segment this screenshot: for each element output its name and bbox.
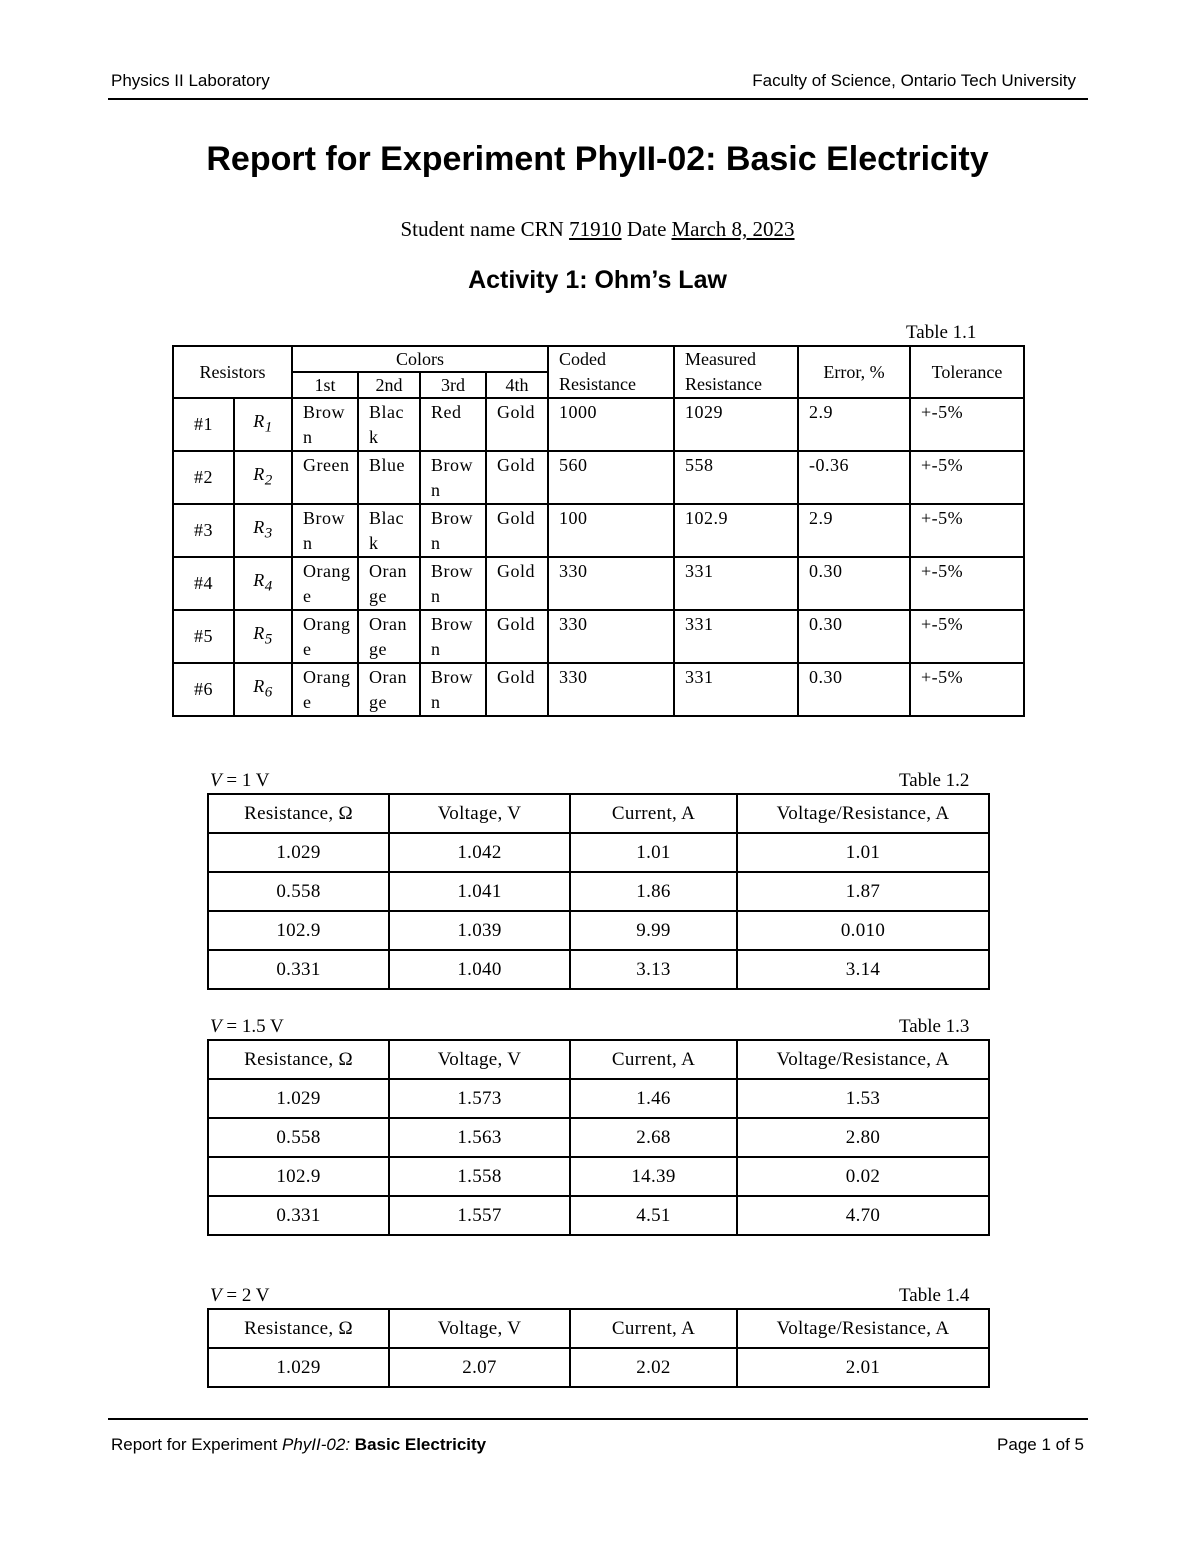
table-row [173, 557, 1024, 610]
table-1-3-voltage-label: V = 1.5 V [210, 1016, 284, 1037]
band-2-color: Black [358, 504, 420, 557]
header-voltage-resistance: Voltage/Resistance, A [737, 1309, 989, 1348]
error-percent: 0.30 [798, 663, 910, 716]
cell-current: 1.01 [570, 833, 737, 872]
cell-voltage: 1.039 [389, 911, 570, 950]
cell-resistance: 0.558 [208, 1118, 389, 1157]
band-4-color: Gold [486, 557, 548, 610]
table-1-4-caption: Table 1.4 [899, 1285, 970, 1306]
cell-current: 2.68 [570, 1118, 737, 1157]
coded-resistance: 330 [548, 663, 674, 716]
table-row [173, 663, 1024, 716]
resistor-number: #6 [173, 663, 234, 716]
cell-current: 3.13 [570, 950, 737, 989]
header-resistance: Resistance, Ω [208, 794, 389, 833]
cell-resistance: 1.029 [208, 1348, 389, 1387]
resistor-symbol: $R_1$ [234, 398, 292, 451]
cell-resistance: 102.9 [208, 911, 389, 950]
measured-resistance: 102.9 [674, 504, 798, 557]
date-value: March 8, 2023 [671, 217, 795, 241]
header-resistors: Resistors [173, 346, 292, 398]
band-1-color: Orange [292, 557, 358, 610]
voltage-table-1-5v [207, 1039, 990, 1236]
cell-resistance: 102.9 [208, 1157, 389, 1196]
band-2-color: Blue [358, 451, 420, 504]
band-4-color: Gold [486, 610, 548, 663]
measured-resistance: 558 [674, 451, 798, 504]
header-current: Current, A [570, 794, 737, 833]
band-4-color: Gold [486, 451, 548, 504]
cell-voltage-resistance: 3.14 [737, 950, 989, 989]
band-3-color: Brown [420, 557, 486, 610]
header-measured-resistance: Measured Resistance [674, 346, 798, 398]
header-voltage: Voltage, V [389, 794, 570, 833]
error-percent: 2.9 [798, 504, 910, 557]
table-row [208, 1348, 989, 1387]
cell-voltage: 1.042 [389, 833, 570, 872]
band-4-color: Gold [486, 504, 548, 557]
header-band-1st: 1st [292, 372, 358, 398]
cell-voltage-resistance: 1.87 [737, 872, 989, 911]
measured-resistance: 1029 [674, 398, 798, 451]
table-row [208, 872, 989, 911]
resistor-number: #5 [173, 610, 234, 663]
cell-voltage-resistance: 2.01 [737, 1348, 989, 1387]
header-divider [108, 98, 1088, 100]
header-voltage-resistance: Voltage/Resistance, A [737, 1040, 989, 1079]
voltage-table-1v [207, 793, 990, 990]
header-resistance: Resistance, Ω [208, 1309, 389, 1348]
table-1-4-voltage-label: V = 2 V [210, 1285, 270, 1306]
cell-voltage: 1.558 [389, 1157, 570, 1196]
date-label: Date [626, 217, 667, 241]
table-row [208, 1196, 989, 1235]
cell-voltage-resistance: 1.53 [737, 1079, 989, 1118]
band-2-color: Orange [358, 663, 420, 716]
header-band-2nd: 2nd [358, 372, 420, 398]
cell-voltage-resistance: 0.02 [737, 1157, 989, 1196]
resistor-symbol: $R_2$ [234, 451, 292, 504]
header-band-4th: 4th [486, 372, 548, 398]
resistor-symbol: $R_4$ [234, 557, 292, 610]
tolerance: +-5% [910, 663, 1024, 716]
cell-current: 1.46 [570, 1079, 737, 1118]
cell-voltage-resistance: 0.010 [737, 911, 989, 950]
page-number: Page 1 of 5 [997, 1435, 1084, 1454]
table-row [208, 1079, 989, 1118]
coded-resistance: 330 [548, 610, 674, 663]
coded-resistance: 330 [548, 557, 674, 610]
table-row [173, 504, 1024, 557]
error-percent: 0.30 [798, 557, 910, 610]
coded-resistance: 560 [548, 451, 674, 504]
cell-voltage-resistance: 2.80 [737, 1118, 989, 1157]
student-info-line [0, 217, 1195, 242]
band-3-color: Brown [420, 610, 486, 663]
table-row [208, 833, 989, 872]
voltage-table-2v [207, 1308, 990, 1388]
table-row [173, 451, 1024, 504]
tolerance: +-5% [910, 610, 1024, 663]
cell-current: 4.51 [570, 1196, 737, 1235]
band-1-color: Orange [292, 663, 358, 716]
band-3-color: Brown [420, 451, 486, 504]
header-colors: Colors [292, 346, 548, 372]
table-row [173, 610, 1024, 663]
activity-heading: Activity 1: Ohm’s Law [468, 266, 727, 294]
table-row [208, 950, 989, 989]
resistor-number: #4 [173, 557, 234, 610]
header-error: Error, % [798, 346, 910, 398]
measured-resistance: 331 [674, 610, 798, 663]
header-coded-resistance: Coded Resistance [548, 346, 674, 398]
band-4-color: Gold [486, 663, 548, 716]
header-band-3rd: 3rd [420, 372, 486, 398]
table-row [208, 1157, 989, 1196]
error-percent: -0.36 [798, 451, 910, 504]
cell-current: 14.39 [570, 1157, 737, 1196]
header-current: Current, A [570, 1309, 737, 1348]
resistor-symbol: $R_6$ [234, 663, 292, 716]
cell-current: 2.02 [570, 1348, 737, 1387]
table-1-2-caption: Table 1.2 [899, 770, 970, 791]
tolerance: +-5% [910, 398, 1024, 451]
table-row [208, 1118, 989, 1157]
resistor-number: #3 [173, 504, 234, 557]
header-voltage-resistance: Voltage/Resistance, A [737, 794, 989, 833]
cell-resistance: 1.029 [208, 1079, 389, 1118]
footer-divider [108, 1418, 1088, 1420]
cell-voltage-resistance: 4.70 [737, 1196, 989, 1235]
tolerance: +-5% [910, 504, 1024, 557]
cell-voltage: 1.557 [389, 1196, 570, 1235]
error-percent: 0.30 [798, 610, 910, 663]
cell-current: 1.86 [570, 872, 737, 911]
cell-voltage: 1.563 [389, 1118, 570, 1157]
band-1-color: Orange [292, 610, 358, 663]
cell-resistance: 1.029 [208, 833, 389, 872]
resistor-number: #1 [173, 398, 234, 451]
measured-resistance: 331 [674, 663, 798, 716]
tolerance: +-5% [910, 451, 1024, 504]
band-1-color: Brown [292, 398, 358, 451]
cell-current: 9.99 [570, 911, 737, 950]
cell-voltage: 1.040 [389, 950, 570, 989]
band-1-color: Brown [292, 504, 358, 557]
coded-resistance: 1000 [548, 398, 674, 451]
student-name-label: Student name [400, 217, 516, 241]
cell-voltage: 2.07 [389, 1348, 570, 1387]
table-1-2-voltage-label: V = 1 V [210, 770, 270, 791]
resistor-number: #2 [173, 451, 234, 504]
header-resistance: Resistance, Ω [208, 1040, 389, 1079]
resistor-symbol: $R_3$ [234, 504, 292, 557]
cell-voltage-resistance: 1.01 [737, 833, 989, 872]
header-left-text: Physics II Laboratory [111, 71, 270, 90]
table-row [173, 398, 1024, 451]
crn-label: CRN [520, 217, 564, 241]
header-voltage: Voltage, V [389, 1309, 570, 1348]
band-3-color: Brown [420, 504, 486, 557]
cell-voltage: 1.041 [389, 872, 570, 911]
cell-voltage: 1.573 [389, 1079, 570, 1118]
table-row [208, 911, 989, 950]
band-3-color: Brown [420, 663, 486, 716]
tolerance: +-5% [910, 557, 1024, 610]
band-2-color: Orange [358, 557, 420, 610]
cell-resistance: 0.558 [208, 872, 389, 911]
header-voltage: Voltage, V [389, 1040, 570, 1079]
crn-value: 71910 [569, 217, 622, 241]
coded-resistance: 100 [548, 504, 674, 557]
table-1-3-caption: Table 1.3 [899, 1016, 970, 1037]
band-4-color: Gold [486, 398, 548, 451]
resistor-symbol: $R_5$ [234, 610, 292, 663]
table-1-1-caption: Table 1.1 [906, 322, 977, 343]
page-title: Report for Experiment PhyII-02: Basic Electricity [206, 140, 989, 178]
header-right-text: Faculty of Science, Ontario Tech University [752, 71, 1076, 90]
measured-resistance: 331 [674, 557, 798, 610]
error-percent: 2.9 [798, 398, 910, 451]
band-1-color: Green [292, 451, 358, 504]
band-2-color: Orange [358, 610, 420, 663]
resistor-table [172, 345, 1025, 717]
footer-left-text: Report for Experiment PhyII-02: Basic Electricity [111, 1435, 487, 1454]
cell-resistance: 0.331 [208, 1196, 389, 1235]
header-current: Current, A [570, 1040, 737, 1079]
band-3-color: Red [420, 398, 486, 451]
cell-resistance: 0.331 [208, 950, 389, 989]
header-tolerance: Tolerance [910, 346, 1024, 398]
band-2-color: Black [358, 398, 420, 451]
